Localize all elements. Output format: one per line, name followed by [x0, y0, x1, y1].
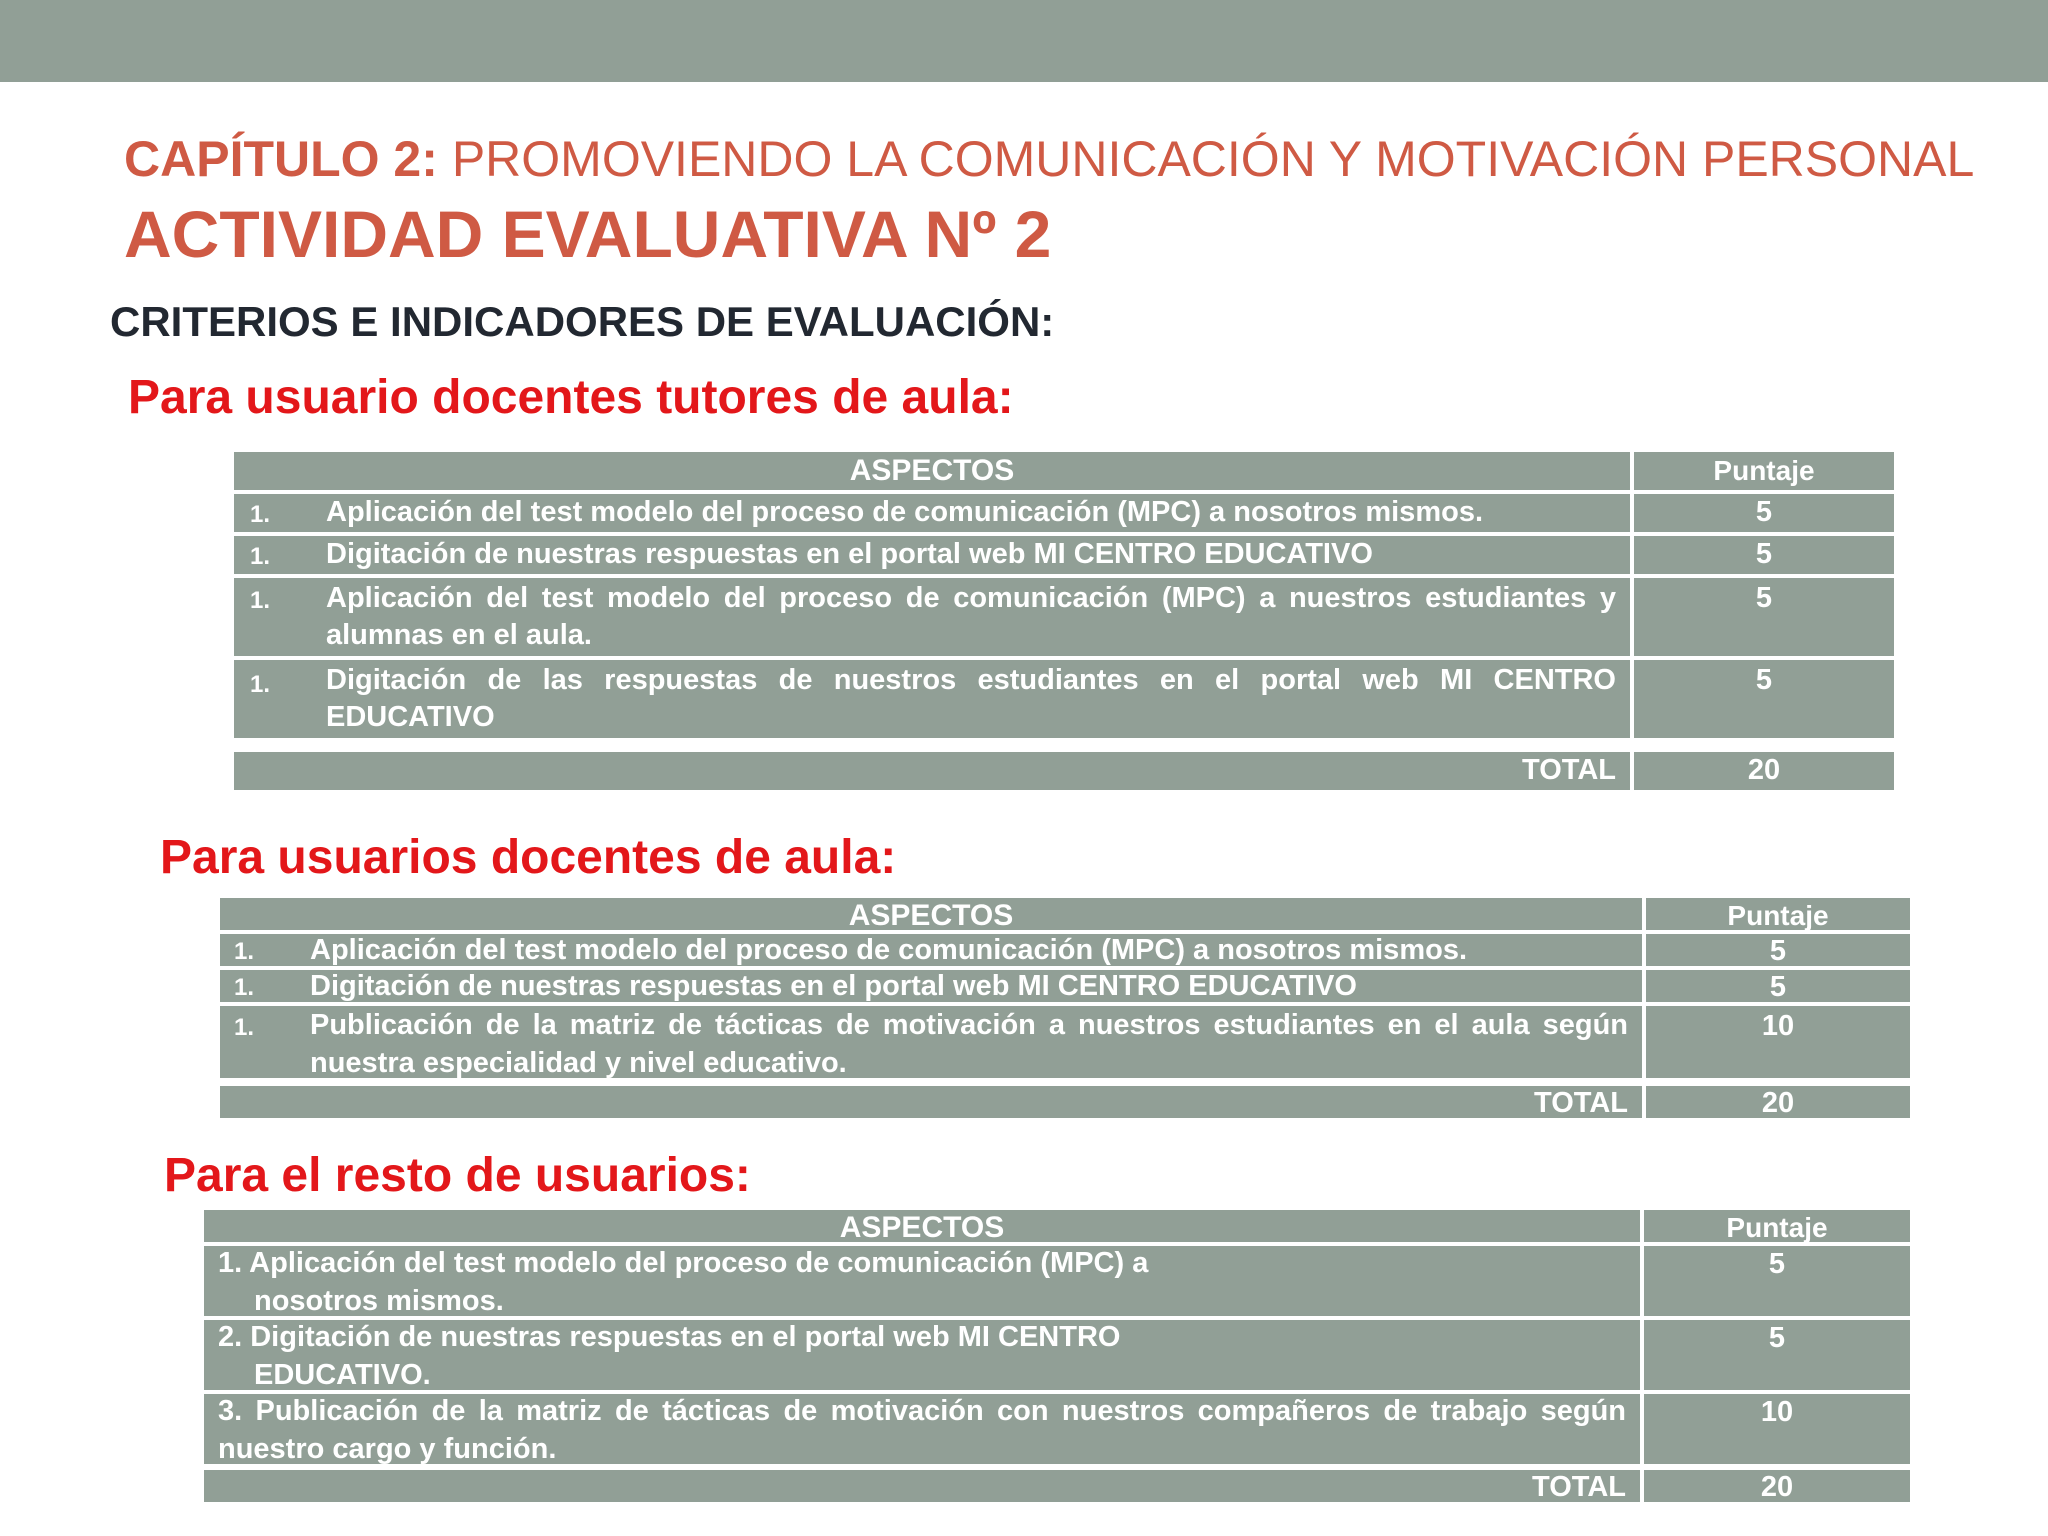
col-aspectos: ASPECTOS — [220, 898, 1642, 930]
table-row — [204, 1246, 1910, 1316]
row-text: Digitación de nuestras respuestas en el portal web MI CENTRO EDUCATIVO — [326, 538, 1373, 570]
row-score: 5 — [1634, 494, 1894, 532]
col-puntaje: Puntaje — [1646, 898, 1910, 930]
row-score: 10 — [1644, 1394, 1910, 1464]
chapter-label: CAPÍTULO 2: — [124, 131, 438, 187]
row-text: Digitación de las respuestas de nuestros estudiantes en el portal web MI CENTRO EDUCATIVO — [326, 664, 1616, 733]
top-bar — [0, 0, 2048, 82]
activity-title: ACTIVIDAD EVALUATIVA Nº 2 — [124, 197, 1052, 271]
col-aspectos: ASPECTOS — [234, 452, 1630, 490]
row-score: 5 — [1646, 934, 1910, 966]
row-text-line2: EDUCATIVO. — [254, 1359, 431, 1390]
row-text: Aplicación del test modelo del proceso de comunicación (MPC) a nosotros mismos. — [310, 934, 1467, 966]
chapter-title: PROMOVIENDO LA COMUNICACIÓN Y MOTIVACIÓN PERSONAL — [451, 131, 1975, 187]
row-text: Publicación de la matriz de tácticas de motivación a nuestros estudiantes en el aula según nuestra especialidad y nivel educativo. — [310, 1009, 1628, 1078]
col-puntaje: Puntaje — [1634, 452, 1894, 490]
row-number: 1. — [234, 938, 255, 965]
row-text: Aplicación del test modelo del proceso de comunicación (MPC) a nuestros estudiantes y alumnas en el aula. — [326, 582, 1616, 651]
table-row — [220, 934, 1910, 966]
table-row — [234, 660, 1894, 738]
table-header-row — [234, 452, 1894, 490]
table-row — [204, 1320, 1910, 1390]
total-value: 20 — [1646, 1086, 1910, 1118]
total-label: TOTAL — [220, 1086, 1642, 1118]
section2-title: Para usuarios docentes de aula: — [160, 831, 897, 884]
row-text-line2: nosotros mismos. — [254, 1285, 504, 1316]
total-value: 20 — [1644, 1470, 1910, 1502]
row-score: 5 — [1634, 660, 1894, 738]
table-row — [220, 1006, 1910, 1078]
row-score: 5 — [1634, 536, 1894, 574]
table-total-row — [204, 1470, 1910, 1502]
row-text: 3. Publicación de la matriz de tácticas de motivación con nuestros compañeros de trabajo según nuestro cargo y función. — [218, 1395, 1626, 1464]
row-text-line1: 2. Digitación de nuestras respuestas en el portal web MI CENTRO — [218, 1321, 1121, 1353]
row-number: 1. — [250, 671, 271, 698]
row-score: 5 — [1646, 970, 1910, 1002]
table-row — [220, 970, 1910, 1002]
row-number: 1. — [250, 587, 271, 614]
row-text: Digitación de nuestras respuestas en el portal web MI CENTRO EDUCATIVO — [310, 970, 1357, 1002]
row-number: 1. — [234, 974, 255, 1001]
table-row — [204, 1394, 1910, 1464]
row-score: 5 — [1644, 1320, 1910, 1390]
total-label: TOTAL — [234, 752, 1630, 790]
table-row — [234, 536, 1894, 574]
row-number: 1. — [250, 543, 271, 570]
chapter-heading — [124, 128, 1974, 190]
row-score: 5 — [1644, 1246, 1910, 1316]
col-puntaje: Puntaje — [1644, 1210, 1910, 1242]
row-text-line1: 1. Aplicación del test modelo del proceso de comunicación (MPC) a — [218, 1247, 1149, 1279]
table-header-row — [220, 898, 1910, 930]
criteria-title: CRITERIOS E INDICADORES DE EVALUACIÓN: — [110, 298, 1055, 345]
section3-title: Para el resto de usuarios: — [164, 1149, 751, 1202]
section1-title: Para usuario docentes tutores de aula: — [128, 371, 1014, 424]
col-aspectos: ASPECTOS — [204, 1210, 1640, 1242]
section1-table — [234, 452, 1894, 792]
row-number: 1. — [234, 1014, 255, 1041]
row-score: 10 — [1646, 1006, 1910, 1078]
section2-table — [220, 898, 1910, 1122]
section3-table — [204, 1210, 1910, 1506]
row-text: Aplicación del test modelo del proceso de comunicación (MPC) a nosotros mismos. — [326, 496, 1483, 528]
table-total-row — [234, 752, 1894, 790]
table-header-row — [204, 1210, 1910, 1242]
table-row — [234, 494, 1894, 532]
row-number: 1. — [250, 501, 271, 528]
total-value: 20 — [1634, 752, 1894, 790]
table-total-row — [220, 1086, 1910, 1118]
row-score: 5 — [1634, 578, 1894, 656]
table-row — [234, 578, 1894, 656]
total-label: TOTAL — [204, 1470, 1640, 1502]
